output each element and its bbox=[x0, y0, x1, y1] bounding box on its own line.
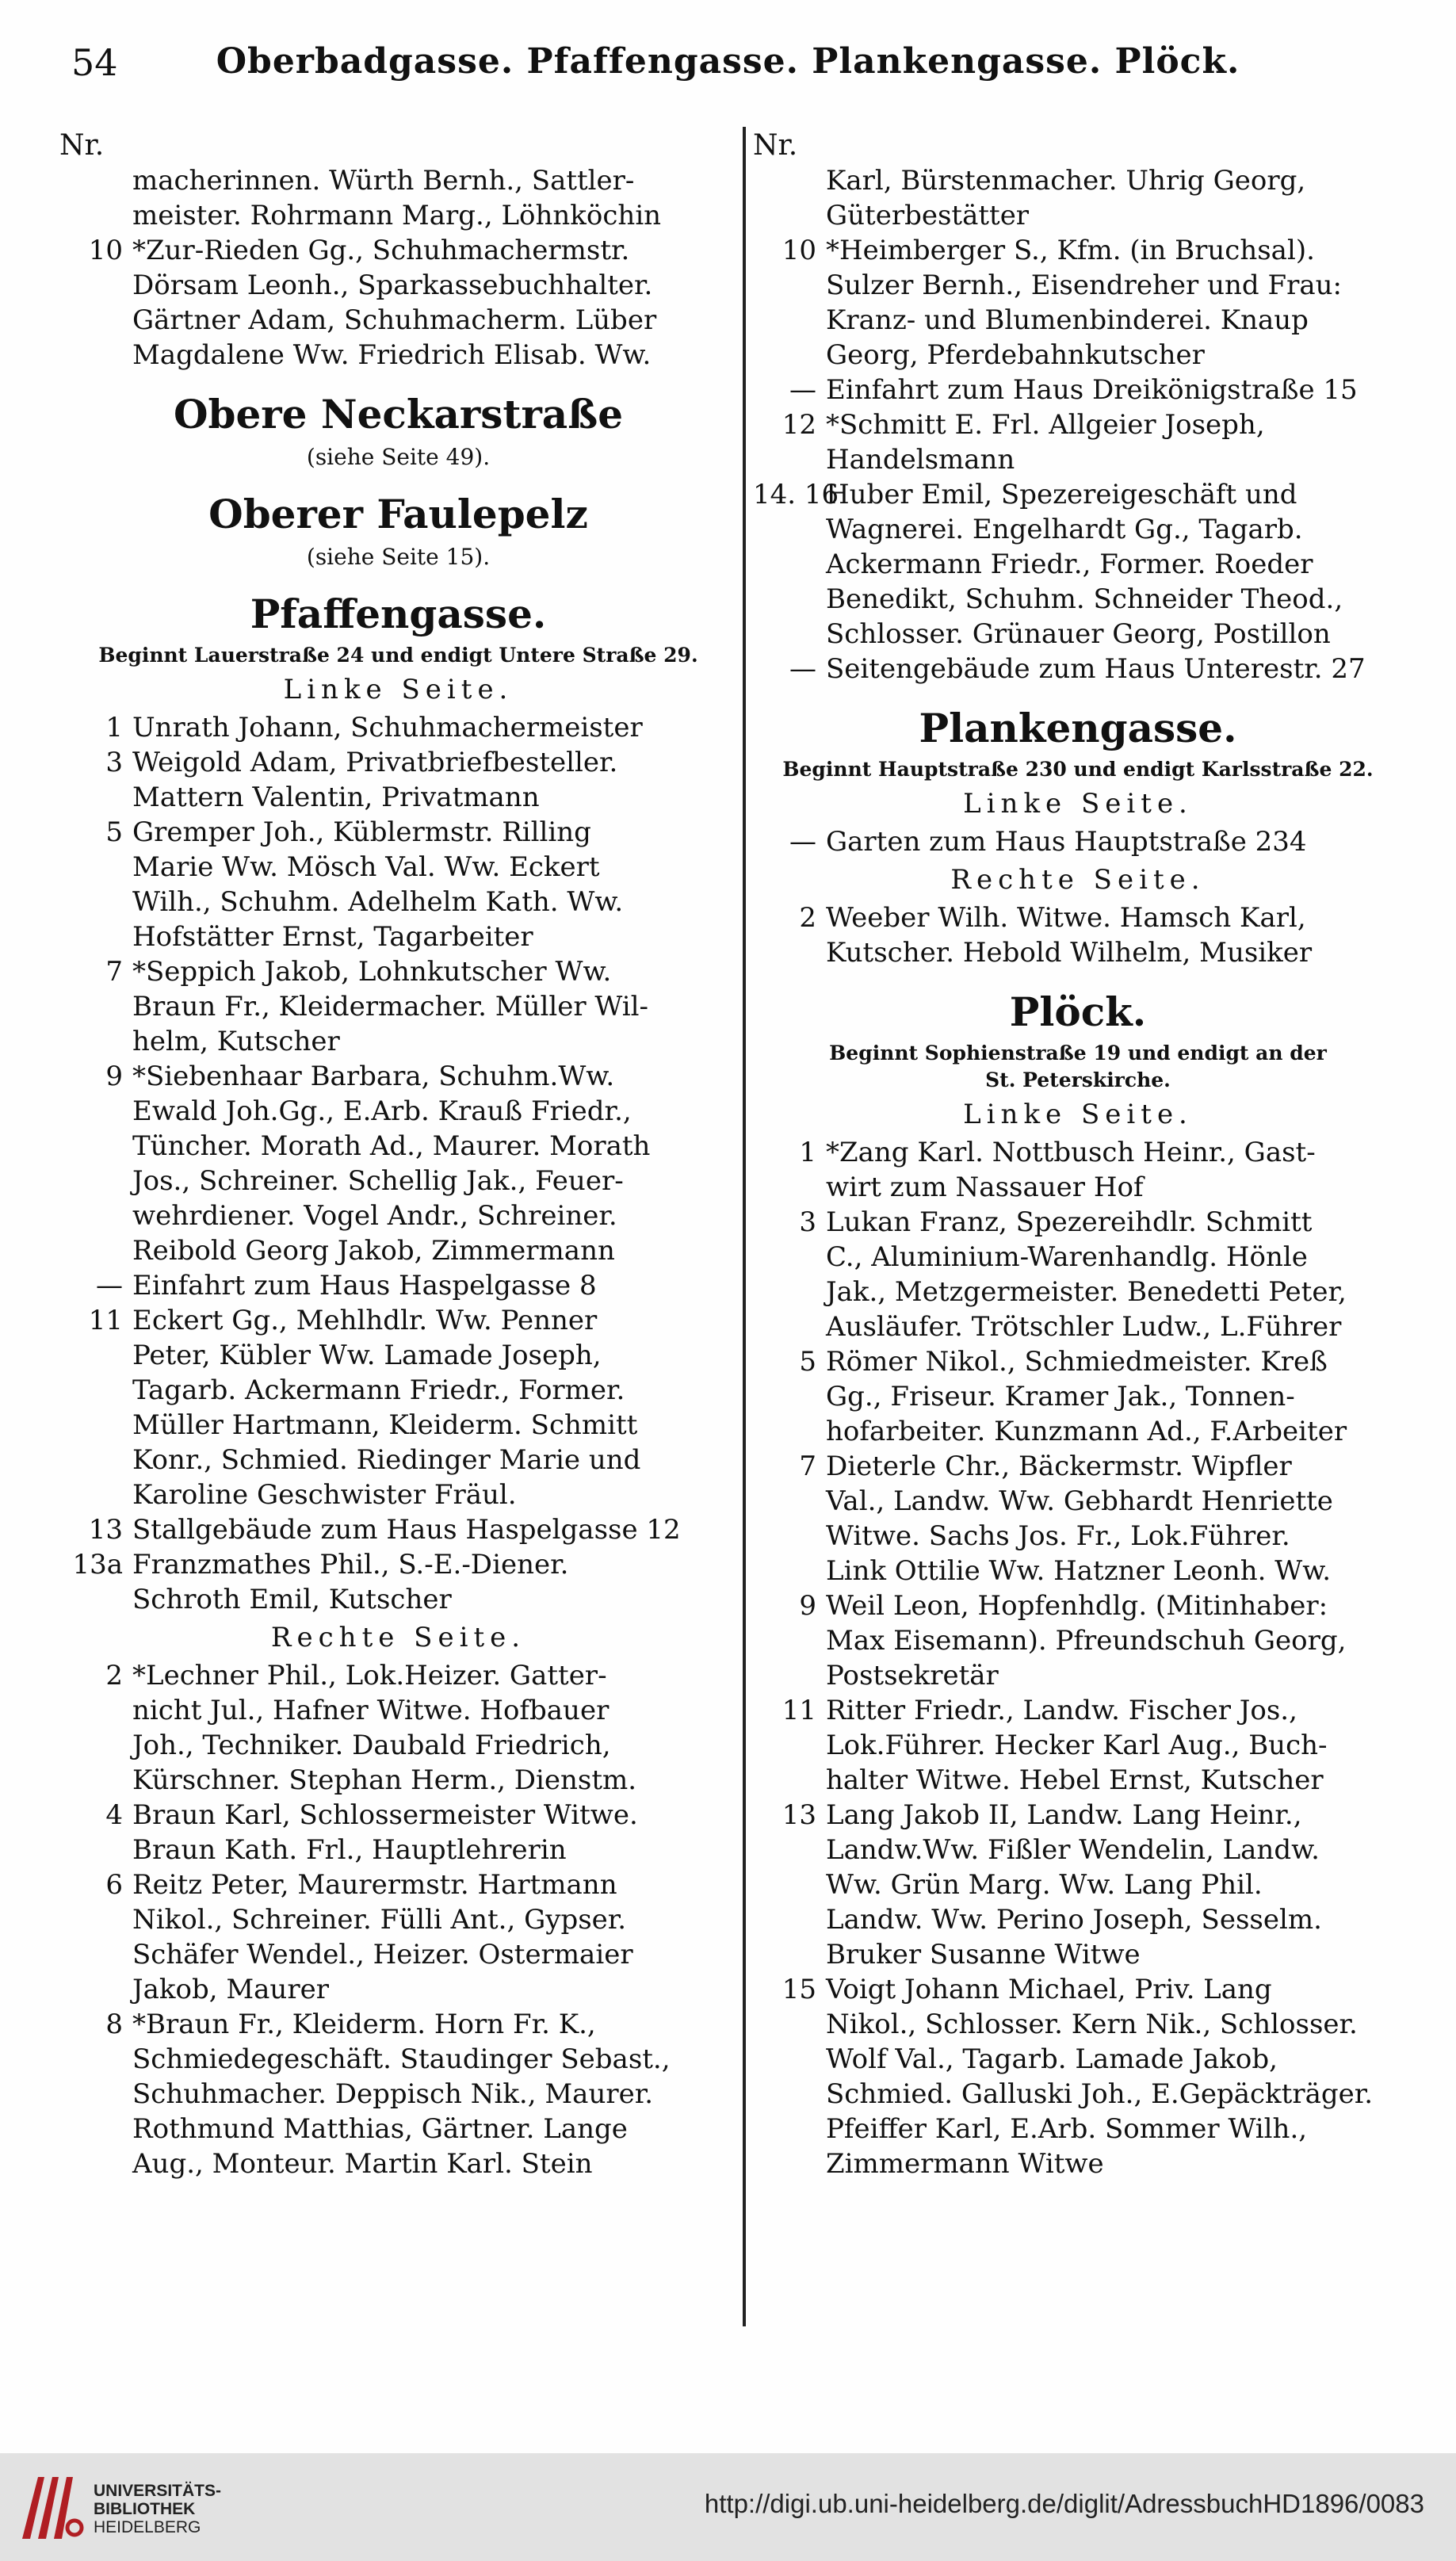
house-number: 5 bbox=[799, 1346, 816, 1378]
entry-line: Weil Leon, Hopfenhdlg. (Mitinhaber: bbox=[826, 1590, 1328, 1622]
address-entry bbox=[59, 2007, 737, 2181]
address-entry bbox=[59, 954, 737, 1059]
entry-line: Dörsam Leonh., Sparkassebuchhalter. bbox=[132, 269, 653, 301]
entry-text bbox=[132, 1658, 737, 1798]
institution-line: BIBLIOTHEK bbox=[94, 2500, 196, 2518]
entry-line: Konr., Schmied. Riedinger Marie und bbox=[132, 1444, 641, 1476]
address-entry bbox=[753, 1972, 1403, 2181]
side-heading: Rechte Seite. bbox=[270, 1622, 526, 1653]
house-number: 6 bbox=[105, 1869, 123, 1901]
entry-line: Braun Karl, Schlossermeister Witwe. bbox=[132, 1799, 638, 1831]
house-number: 7 bbox=[105, 956, 123, 988]
entry-line: Römer Nikol., Schmiedmeister. Kreß bbox=[826, 1346, 1328, 1378]
entry-text bbox=[132, 1867, 737, 2007]
entry-line: Lukan Franz, Spezereihdlr. Schmitt bbox=[826, 1206, 1313, 1238]
entry-line: Jakob, Maurer bbox=[132, 1974, 329, 2005]
entry-line: Schroth Emil, Kutscher bbox=[132, 1584, 452, 1615]
address-entry bbox=[59, 1268, 737, 1303]
entry-line: *Seppich Jakob, Lohnkutscher Ww. bbox=[132, 956, 612, 988]
address-entry bbox=[753, 373, 1403, 407]
entry-line: Ritter Friedr., Landw. Fischer Jos., bbox=[826, 1695, 1297, 1726]
street-heading: Obere Neckarstraße bbox=[173, 391, 624, 438]
entry-text bbox=[826, 1449, 1403, 1588]
entry-list bbox=[753, 900, 1403, 970]
side-heading: Linke Seite. bbox=[963, 1099, 1193, 1130]
street-heading: Plankengasse. bbox=[919, 705, 1237, 751]
entry-line: hofarbeiter. Kunzmann Ad., F.Arbeiter bbox=[826, 1416, 1347, 1447]
entry-line: Eckert Gg., Mehlhdlr. Ww. Penner bbox=[132, 1305, 598, 1336]
entry-list bbox=[753, 233, 1403, 686]
entry-line: Schmied. Galluski Joh., E.Gepäckträger. bbox=[826, 2078, 1374, 2110]
entry-line: Ackermann Friedr., Former. Roeder bbox=[826, 549, 1313, 580]
entry-line: Voigt Johann Michael, Priv. Lang bbox=[826, 1974, 1272, 2005]
left-column bbox=[59, 128, 737, 2181]
house-number: 14. 16 bbox=[753, 479, 839, 510]
entry-line: Marie Ww. Mösch Val. Ww. Eckert bbox=[132, 851, 600, 883]
house-number: 11 bbox=[782, 1695, 816, 1726]
entry-text bbox=[826, 900, 1403, 970]
house-number: 3 bbox=[105, 747, 123, 778]
entry-line: Seitengebäude zum Haus Unterestr. 27 bbox=[826, 653, 1366, 685]
house-number: 13 bbox=[88, 1514, 123, 1546]
column-divider bbox=[743, 127, 746, 2326]
institution-line: HEIDELBERG bbox=[94, 2518, 201, 2536]
right-column bbox=[753, 128, 1403, 2181]
continued-text bbox=[753, 163, 1403, 233]
side-heading: Rechte Seite. bbox=[950, 864, 1206, 896]
entry-text bbox=[826, 233, 1403, 373]
entry-text bbox=[826, 652, 1403, 686]
address-entry bbox=[59, 1547, 737, 1617]
entry-line: Georg, Pferdebahnkutscher bbox=[826, 339, 1205, 371]
address-entry bbox=[753, 1588, 1403, 1693]
entry-line: Einfahrt zum Haus Haspelgasse 8 bbox=[132, 1270, 597, 1302]
address-entry bbox=[753, 652, 1403, 686]
entry-text bbox=[132, 1798, 737, 1867]
entry-line: Lok.Führer. Hecker Karl Aug., Buch- bbox=[826, 1730, 1328, 1761]
entry-list bbox=[753, 1135, 1403, 2181]
entry-line: Mattern Valentin, Privatmann bbox=[132, 782, 540, 813]
house-number: — bbox=[96, 1270, 123, 1302]
entry-text bbox=[132, 1512, 737, 1547]
house-number: 15 bbox=[782, 1974, 816, 2005]
entry-text bbox=[826, 1972, 1403, 2181]
entry-line: Gärtner Adam, Schuhmacherm. Lüber bbox=[132, 304, 657, 336]
entry-line: Gg., Friseur. Kramer Jak., Tonnen- bbox=[826, 1381, 1295, 1412]
entry-list bbox=[59, 710, 737, 1617]
entry-line: Karoline Geschwister Fräul. bbox=[132, 1479, 517, 1511]
entry-line: Schlosser. Grünauer Georg, Postillon bbox=[826, 618, 1331, 650]
house-number: 3 bbox=[799, 1206, 816, 1238]
street-extent: Beginnt Lauerstraße 24 und endigt Untere Straße 29. bbox=[98, 644, 698, 667]
entry-line: Handelsmann bbox=[826, 444, 1015, 476]
entry-line: Postsekretär bbox=[826, 1660, 999, 1691]
entry-line: *Siebenhaar Barbara, Schuhm.Ww. bbox=[132, 1061, 615, 1092]
entry-text bbox=[132, 710, 737, 745]
address-entry bbox=[753, 900, 1403, 970]
entry-text bbox=[826, 1135, 1403, 1205]
house-number: — bbox=[789, 374, 816, 406]
entry-line: Ewald Joh.Gg., E.Arb. Krauß Friedr., bbox=[132, 1095, 632, 1127]
entry-line: Weeber Wilh. Witwe. Hamsch Karl, bbox=[826, 902, 1306, 934]
entry-text bbox=[132, 954, 737, 1059]
entry-line: Landw. Ww. Perino Joseph, Sesselm. bbox=[826, 1904, 1322, 1936]
house-number: 9 bbox=[799, 1590, 816, 1622]
entry-text bbox=[132, 1547, 737, 1617]
see-page-note: (siehe Seite 49). bbox=[306, 444, 491, 470]
entry-line: Weigold Adam, Privatbriefbesteller. bbox=[132, 747, 618, 778]
entry-line: nicht Jul., Hafner Witwe. Hofbauer bbox=[132, 1695, 610, 1726]
entry-line: Wolf Val., Tagarb. Lamade Jakob, bbox=[826, 2043, 1278, 2075]
entry-line: Braun Kath. Frl., Hauptlehrerin bbox=[132, 1834, 567, 1866]
entry-line: *Zur-Rieden Gg., Schuhmachermstr. bbox=[132, 235, 630, 266]
entry-line: halter Witwe. Hebel Ernst, Kutscher bbox=[826, 1764, 1324, 1796]
house-number: 13 bbox=[782, 1799, 816, 1831]
entry-line: Pfeiffer Karl, E.Arb. Sommer Wilh., bbox=[826, 2113, 1308, 2145]
entry-line: Kürschner. Stephan Herm., Dienstm. bbox=[132, 1764, 637, 1796]
text-line: Güterbestätter bbox=[826, 200, 1030, 231]
house-number: 13a bbox=[72, 1549, 123, 1581]
running-title: Oberbadgasse. Pfaffengasse. Plankengasse. Plöck. bbox=[216, 41, 1240, 82]
entry-line: Max Eisemann). Pfreundschuh Georg, bbox=[826, 1625, 1347, 1657]
address-entry bbox=[753, 1693, 1403, 1798]
institution-name bbox=[94, 2482, 221, 2536]
entry-text bbox=[826, 477, 1403, 652]
house-number: 7 bbox=[799, 1451, 816, 1482]
address-entry bbox=[753, 1205, 1403, 1344]
entry-line: Wagnerei. Engelhardt Gg., Tagarb. bbox=[826, 514, 1303, 545]
entry-line: Landw.Ww. Fißler Wendelin, Landw. bbox=[826, 1834, 1320, 1866]
text-line: meister. Rohrmann Marg., Löhnköchin bbox=[132, 200, 662, 231]
side-heading: Linke Seite. bbox=[963, 788, 1193, 820]
house-number: 2 bbox=[105, 1660, 123, 1691]
entry-line: Gremper Joh., Küblermstr. Rilling bbox=[132, 816, 591, 848]
address-entry bbox=[59, 1059, 737, 1268]
side-heading: Linke Seite. bbox=[283, 674, 514, 705]
address-entry bbox=[753, 1449, 1403, 1588]
house-number: — bbox=[789, 826, 816, 858]
entry-line: Aug., Monteur. Martin Karl. Stein bbox=[132, 2148, 593, 2180]
address-entry bbox=[59, 815, 737, 954]
entry-line: wirt zum Nassauer Hof bbox=[826, 1172, 1144, 1203]
entry-text bbox=[132, 1059, 737, 1268]
house-number: 12 bbox=[782, 409, 816, 441]
entry-text bbox=[132, 745, 737, 815]
entry-text bbox=[132, 2007, 737, 2181]
house-number: 2 bbox=[799, 902, 816, 934]
entry-line: Ww. Grün Marg. Ww. Lang Phil. bbox=[826, 1869, 1263, 1901]
address-entry bbox=[753, 233, 1403, 373]
entry-list bbox=[59, 1658, 737, 2181]
entry-text bbox=[132, 815, 737, 954]
page-number: 54 bbox=[71, 41, 118, 84]
entry-text bbox=[826, 1798, 1403, 1972]
entry-line: Braun Fr., Kleidermacher. Müller Wil- bbox=[132, 991, 648, 1022]
house-number: 4 bbox=[105, 1799, 123, 1831]
street-heading: Oberer Faulepelz bbox=[208, 491, 588, 537]
entry-line: Kranz- und Blumenbinderei. Knaup bbox=[826, 304, 1309, 336]
entry-text bbox=[826, 1588, 1403, 1693]
street-extent: Beginnt Sophienstraße 19 und endigt an der bbox=[829, 1042, 1327, 1065]
entry-line: wehrdiener. Vogel Andr., Schreiner. bbox=[132, 1200, 617, 1232]
address-entry bbox=[59, 1512, 737, 1547]
house-number: 10 bbox=[88, 235, 123, 266]
page-header bbox=[71, 41, 1385, 97]
entry-line: Rothmund Matthias, Gärtner. Lange bbox=[132, 2113, 628, 2145]
entry-line: Stallgebäude zum Haus Haspelgasse 12 bbox=[132, 1514, 681, 1546]
street-extent: Beginnt Hauptstraße 230 und endigt Karlsstraße 22. bbox=[782, 758, 1374, 781]
entry-line: Garten zum Haus Hauptstraße 234 bbox=[826, 826, 1307, 858]
footer-bar bbox=[0, 2453, 1456, 2561]
entry-line: Jos., Schreiner. Schellig Jak., Feuer- bbox=[132, 1165, 624, 1197]
entry-line: Einfahrt zum Haus Dreikönigstraße 15 bbox=[826, 374, 1358, 406]
entry-line: Müller Hartmann, Kleiderm. Schmitt bbox=[132, 1409, 638, 1441]
entry-line: *Braun Fr., Kleiderm. Horn Fr. K., bbox=[132, 2009, 596, 2040]
address-entry bbox=[59, 710, 737, 745]
entry-line: Franzmathes Phil., S.-E.-Diener. bbox=[132, 1549, 569, 1581]
entry-line: Dieterle Chr., Bäckermstr. Wipfler bbox=[826, 1451, 1292, 1482]
house-number: 11 bbox=[88, 1305, 123, 1336]
entry-line: Schuhmacher. Deppisch Nik., Maurer. bbox=[132, 2078, 654, 2110]
street-heading: Plöck. bbox=[1009, 988, 1147, 1035]
house-number: 1 bbox=[105, 712, 123, 743]
address-entry bbox=[753, 1798, 1403, 1972]
street-heading: Pfaffengasse. bbox=[250, 591, 547, 637]
entry-line: *Zang Karl. Nottbusch Heinr., Gast- bbox=[826, 1137, 1316, 1168]
entry-line: Bruker Susanne Witwe bbox=[826, 1939, 1141, 1970]
entry-line: Benedikt, Schuhm. Schneider Theod., bbox=[826, 583, 1343, 615]
entry-line: Witwe. Sachs Jos. Fr., Lok.Führer. bbox=[826, 1520, 1290, 1552]
entry-text bbox=[826, 1344, 1403, 1449]
entry-line: Lang Jakob II, Landw. Lang Heinr., bbox=[826, 1799, 1302, 1831]
street-extent: St. Peterskirche. bbox=[985, 1068, 1171, 1091]
entry-text bbox=[826, 1205, 1403, 1344]
entry-text bbox=[826, 824, 1403, 859]
entry-line: Ausläufer. Trötschler Ludw., L.Führer bbox=[826, 1311, 1342, 1343]
entry-line: *Schmitt E. Frl. Allgeier Joseph, bbox=[826, 409, 1265, 441]
address-entry bbox=[753, 1135, 1403, 1205]
entry-line: Tüncher. Morath Ad., Maurer. Morath bbox=[132, 1130, 651, 1162]
address-entry bbox=[753, 1344, 1403, 1449]
university-library-logo-icon bbox=[17, 2471, 86, 2544]
entry-text bbox=[826, 407, 1403, 477]
address-entry bbox=[59, 1867, 737, 2007]
entry-line: Peter, Kübler Ww. Lamade Joseph, bbox=[132, 1340, 602, 1371]
entry-line: *Lechner Phil., Lok.Heizer. Gatter- bbox=[132, 1660, 607, 1691]
entry-text bbox=[132, 1268, 737, 1303]
entry-line: Magdalene Ww. Friedrich Elisab. Ww. bbox=[132, 339, 652, 371]
entry-line: Hofstätter Ernst, Tagarbeiter bbox=[132, 921, 533, 953]
house-number: 10 bbox=[782, 235, 816, 266]
entry-line: Tagarb. Ackermann Friedr., Former. bbox=[132, 1374, 625, 1406]
entry-text bbox=[826, 373, 1403, 407]
address-entry bbox=[59, 1658, 737, 1798]
see-page-note: (siehe Seite 15). bbox=[306, 544, 491, 570]
entry-line: Val., Landw. Ww. Gebhardt Henriette bbox=[826, 1485, 1333, 1517]
entry-line: helm, Kutscher bbox=[132, 1026, 340, 1057]
entry-line: Joh., Techniker. Daubald Friedrich, bbox=[132, 1730, 611, 1761]
nr-label: Nr. bbox=[59, 129, 105, 162]
entry-line: Reibold Georg Jakob, Zimmermann bbox=[132, 1235, 615, 1267]
entry-text bbox=[132, 233, 737, 373]
house-number: 5 bbox=[105, 816, 123, 848]
entry-line: Wilh., Schuhm. Adelhelm Kath. Ww. bbox=[132, 886, 624, 918]
entry-list bbox=[59, 233, 737, 373]
address-entry bbox=[59, 1303, 737, 1512]
entry-line: Schmiedegeschäft. Staudinger Sebast., bbox=[132, 2043, 671, 2075]
entry-line: Link Ottilie Ww. Hatzner Leonh. Ww. bbox=[826, 1555, 1332, 1587]
address-entry bbox=[59, 233, 737, 373]
entry-list bbox=[753, 824, 1403, 859]
entry-line: Jak., Metzgermeister. Benedetti Peter, bbox=[826, 1276, 1347, 1308]
address-entry bbox=[753, 824, 1403, 859]
text-line: macherinnen. Würth Bernh., Sattler- bbox=[132, 165, 635, 197]
entry-line: Huber Emil, Spezereigeschäft und bbox=[826, 479, 1297, 510]
institution-line: UNIVERSITÄTS- bbox=[94, 2482, 222, 2500]
continued-text bbox=[59, 163, 737, 233]
nr-label: Nr. bbox=[753, 129, 798, 162]
entry-line: Zimmermann Witwe bbox=[826, 2148, 1104, 2180]
entry-line: C., Aluminium-Warenhandlg. Hönle bbox=[826, 1241, 1308, 1273]
address-entry bbox=[59, 1798, 737, 1867]
entry-text bbox=[132, 1303, 737, 1512]
entry-line: Nikol., Schreiner. Fülli Ant., Gypser. bbox=[132, 1904, 627, 1936]
entry-line: Reitz Peter, Maurermstr. Hartmann bbox=[132, 1869, 617, 1901]
entry-line: Schäfer Wendel., Heizer. Ostermaier bbox=[132, 1939, 633, 1970]
entry-line: Nikol., Schlosser. Kern Nik., Schlosser. bbox=[826, 2009, 1358, 2040]
entry-line: Kutscher. Hebold Wilhelm, Musiker bbox=[826, 937, 1313, 969]
source-url[interactable]: http://digi.ub.uni-heidelberg.de/diglit/AdressbuchHD1896/0083 bbox=[704, 2489, 1424, 2518]
house-number: 8 bbox=[105, 2009, 123, 2040]
house-number: 9 bbox=[105, 1061, 123, 1092]
text-line: Karl, Bürstenmacher. Uhrig Georg, bbox=[826, 165, 1306, 197]
address-entry bbox=[59, 745, 737, 815]
entry-line: Unrath Johann, Schuhmachermeister bbox=[132, 712, 643, 743]
address-entry bbox=[753, 407, 1403, 477]
entry-text bbox=[826, 1693, 1403, 1798]
address-entry bbox=[753, 477, 1403, 652]
entry-line: *Heimberger S., Kfm. (in Bruchsal). bbox=[826, 235, 1315, 266]
house-number: 1 bbox=[799, 1137, 816, 1168]
entry-line: Sulzer Bernh., Eisendreher und Frau: bbox=[826, 269, 1342, 301]
house-number: — bbox=[789, 653, 816, 685]
